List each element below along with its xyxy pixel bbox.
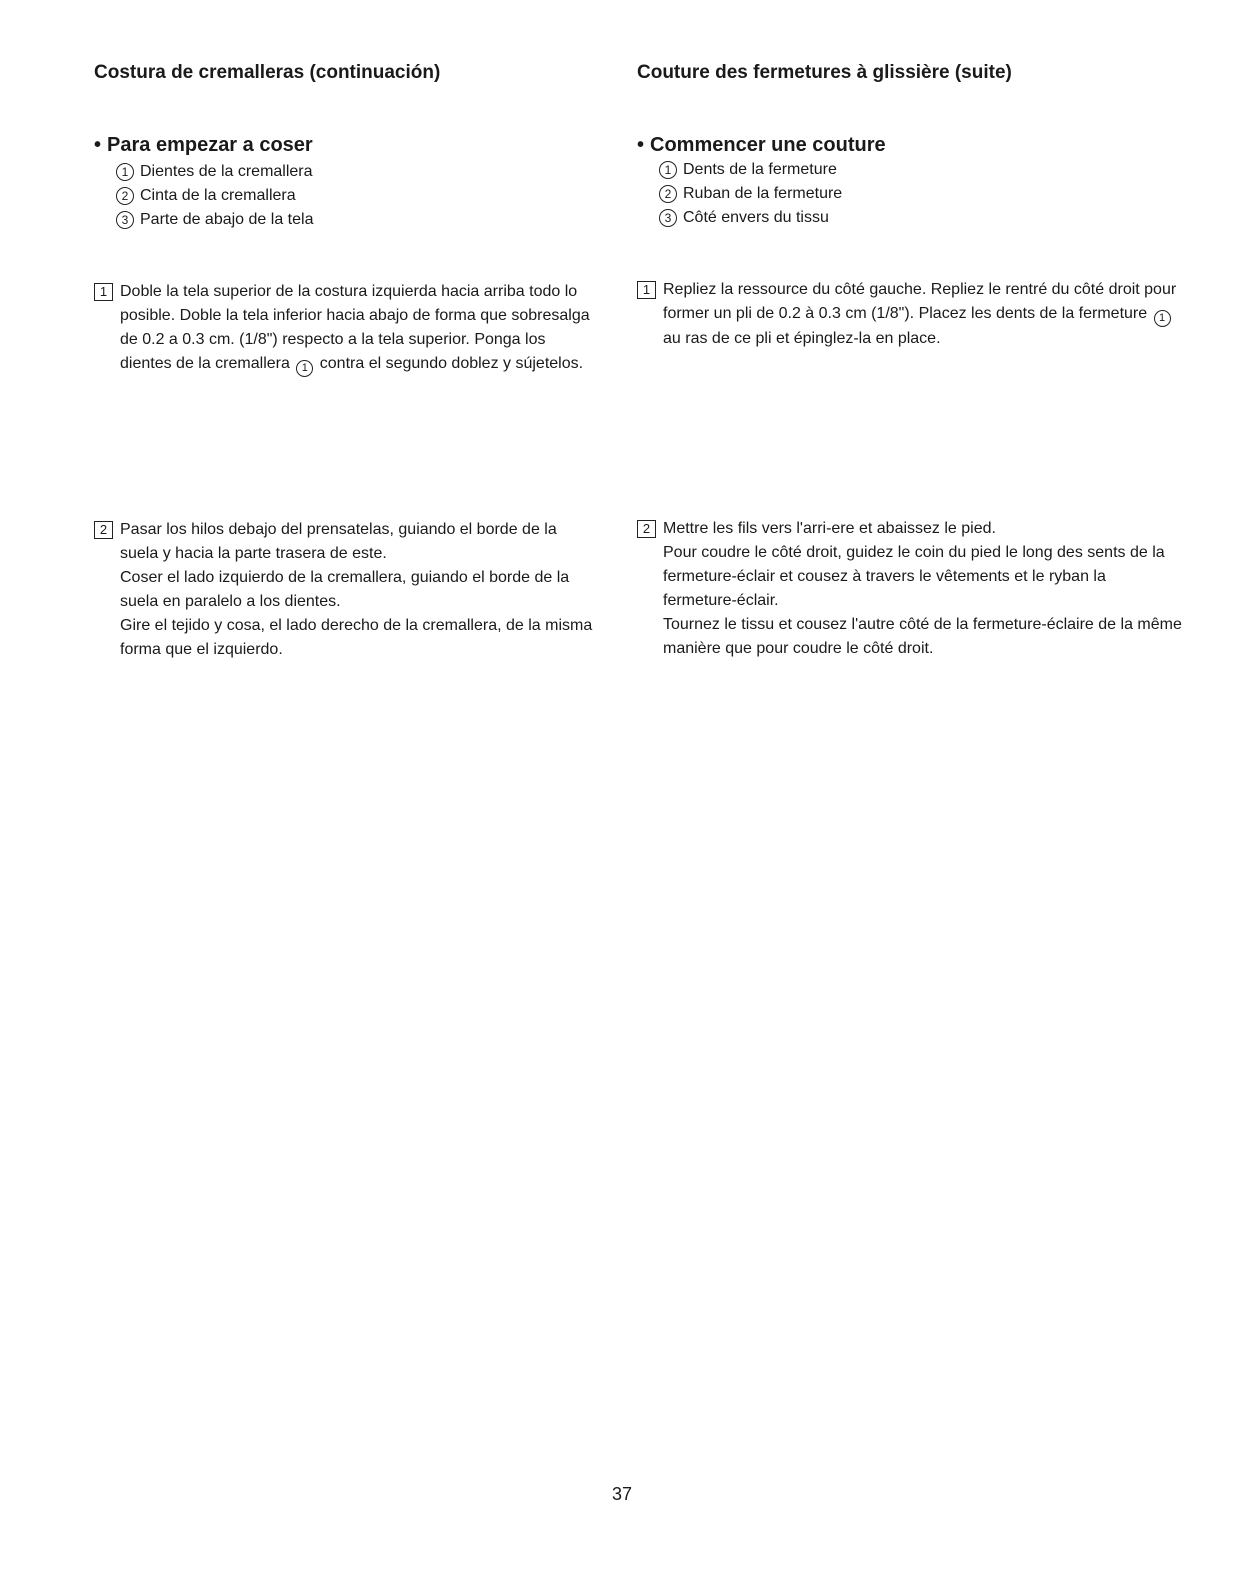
step-text-part: Doble la tela superior de la costura izquierda hacia arriba todo lo posible. Doble la tela inferior hacia abajo de forma que sobresalga de 0.2 a 0.3 cm. (1/8") respecto a la tela superior. Ponga los dientes de la cremallera — [120, 283, 590, 372]
parts-list — [116, 160, 313, 232]
circled-number: 1 — [296, 360, 313, 377]
step-text — [663, 517, 1182, 661]
step-paragraph: Pasar los hilos debajo del prensatelas, guiando el borde de la suela y hacia la parte trasera de este. — [120, 521, 557, 562]
circled-number: 1 — [1154, 310, 1171, 327]
step-1 — [637, 278, 1182, 351]
section-title: Couture des fermetures à glissière (suite) — [637, 62, 1012, 83]
circled-number: 2 — [659, 185, 677, 203]
list-item — [116, 184, 313, 208]
step-number-box: 2 — [637, 520, 656, 538]
section-title: Costura de cremalleras (continuación) — [94, 62, 441, 83]
step-2 — [637, 517, 1182, 661]
list-item-text: Dientes de la cremallera — [140, 163, 313, 180]
subsection-heading — [637, 134, 886, 157]
list-item-text: Parte de abajo de la tela — [140, 211, 314, 228]
step-2 — [94, 518, 598, 662]
step-paragraph: Pour coudre le côté droit, guidez le coin du pied le long des sents de la fermeture-éclair et cousez à travers le vêtements et le ryban la fermeture-éclair. — [663, 544, 1165, 609]
list-item-text: Côté envers du tissu — [683, 209, 829, 226]
step-text — [120, 280, 594, 377]
subsection-heading-text: Para empezar a coser — [107, 134, 313, 156]
parts-list — [659, 158, 842, 230]
step-text — [663, 278, 1182, 351]
step-paragraph: Coser el lado izquierdo de la cremallera, guiando el borde de la suela en paralelo a los dientes. — [120, 569, 570, 610]
step-text-part: au ras de ce pli et épinglez-la en place. — [663, 330, 941, 347]
bullet: • — [94, 134, 102, 156]
step-text-part: contra el segundo doblez y sújetelos. — [319, 355, 584, 372]
circled-number: 3 — [659, 209, 677, 227]
step-text-part: Repliez la ressource du côté gauche. Repliez le rentré du côté droit pour former un pli de 0.2 à 0.3 cm (1/8"). Placez les dents de la fermeture — [663, 281, 1177, 322]
circled-number: 2 — [116, 187, 134, 205]
circled-number: 1 — [116, 163, 134, 181]
page-number: 37 — [611, 1484, 633, 1504]
list-item — [116, 160, 313, 184]
list-item-text: Cinta de la cremallera — [140, 187, 296, 204]
step-number-box: 2 — [94, 521, 113, 539]
bullet: • — [637, 134, 645, 156]
list-item-text: Dents de la fermeture — [683, 161, 837, 178]
step-number-box: 1 — [637, 281, 656, 299]
list-item — [659, 206, 842, 230]
step-text — [120, 518, 598, 662]
step-paragraph: Tournez le tissu et cousez l'autre côté de la fermeture-éclaire de la même manière que pour coudre le côté droit. — [663, 616, 1182, 657]
list-item — [659, 182, 842, 206]
step-1 — [94, 280, 594, 377]
list-item — [659, 158, 842, 182]
list-item-text: Ruban de la fermeture — [683, 185, 843, 202]
subsection-heading-text: Commencer une couture — [650, 134, 886, 156]
step-number-box: 1 — [94, 283, 113, 301]
list-item — [116, 208, 313, 232]
step-paragraph: Gire el tejido y cosa, el lado derecho de la cremallera, de la misma forma que el izquierdo. — [120, 617, 593, 658]
subsection-heading — [94, 134, 313, 157]
step-paragraph: Mettre les fils vers l'arri-ere et abaissez le pied. — [663, 520, 996, 537]
circled-number: 3 — [116, 211, 134, 229]
circled-number: 1 — [659, 161, 677, 179]
